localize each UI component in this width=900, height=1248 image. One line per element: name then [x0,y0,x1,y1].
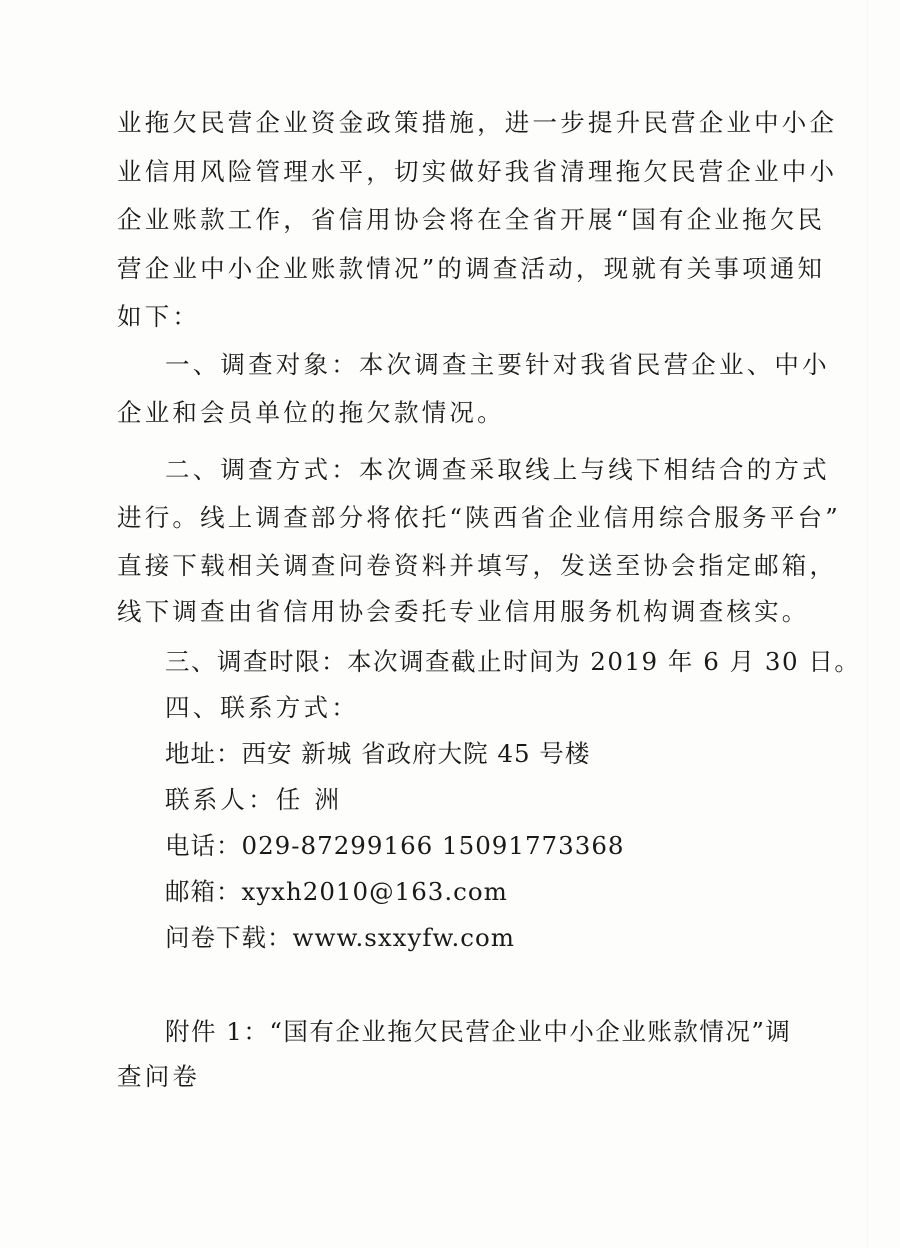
attachment-line-1: 附件 1：“国有企业拖欠民营企业中小企业账款情况”调 [165,1017,792,1046]
page-fold-shadow [867,0,868,1248]
contact-address: 地址：西安 新城 省政府大院 45 号楼 [165,739,591,768]
contact-download: 问卷下载：www.sxxyfw.com [165,923,515,952]
section-4-heading: 四、联系方式： [165,693,359,722]
section-1-line-1: 一、调查对象：本次调查主要针对我省民营企业、中小 [165,350,830,379]
intro-line-3: 企业账款工作，省信用协会将在全省开展“国有企业拖欠民 [117,205,826,234]
attachment-line-2: 查问卷 [117,1062,201,1091]
intro-line-2: 业信用风险管理水平，切实做好我省清理拖欠民营企业中小 [117,157,838,186]
contact-phone: 电话：029-87299166 15091773368 [165,831,625,860]
section-2-line-3: 直接下载相关调查问卷资料并填写，发送至协会指定邮箱， [117,551,838,580]
section-2-line-2: 进行。线上调查部分将依托“陕西省企业信用综合服务平台” [117,503,841,532]
section-1-line-2: 企业和会员单位的拖欠款情况。 [117,398,505,427]
section-3: 三、调查时限：本次调查截止时间为 2019 年 6 月 30 日。 [165,647,861,676]
section-2-line-4: 线下调查由省信用协会委托专业信用服务机构调查核实。 [117,597,810,626]
section-2-line-1: 二、调查方式：本次调查采取线上与线下相结合的方式 [165,455,830,484]
intro-line-1: 业拖欠民营企业资金政策措施，进一步提升民营企业中小企 [117,108,838,137]
contact-email: 邮箱：xyxh2010@163.com [165,877,508,906]
intro-line-5: 如下： [117,302,201,331]
contact-person: 联系人：任 洲 [165,785,343,814]
intro-line-4: 营企业中小企业账款情况”的调查活动，现就有关事项通知 [117,254,826,283]
